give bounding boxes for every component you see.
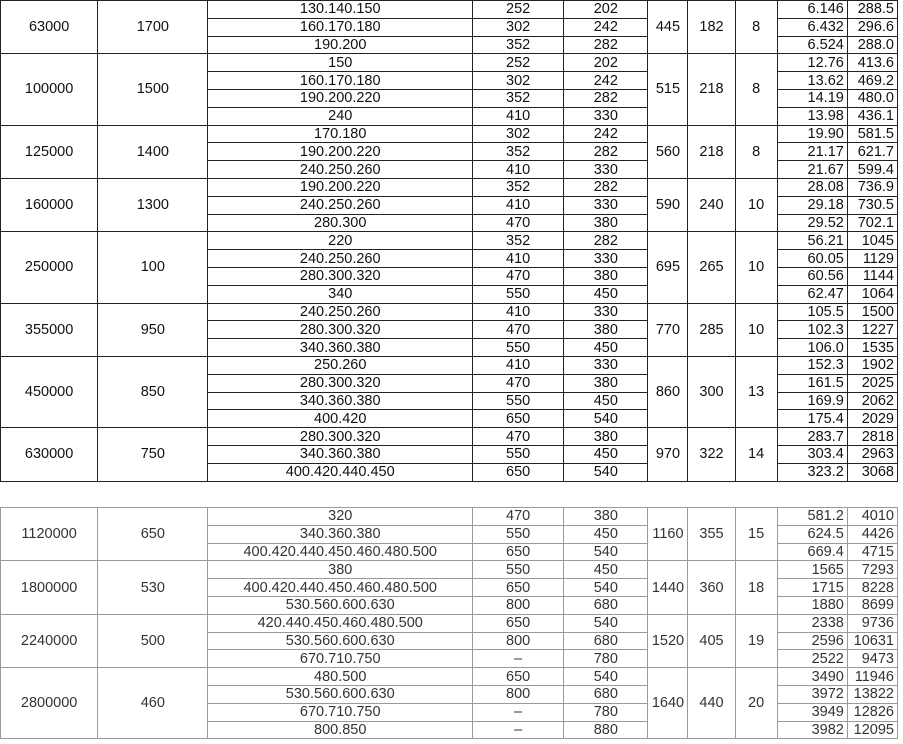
dim-d-cell: 330	[564, 107, 648, 125]
size-list-cell: 400.420	[208, 410, 473, 428]
capacity-cell: 1120000	[1, 508, 98, 561]
dim-e-cell: 860	[648, 356, 688, 427]
size-list-cell: 400.420.440.450.460.480.500	[208, 543, 473, 561]
size-list-cell: 280.300.320	[208, 428, 473, 446]
value-h-cell: 323.2	[777, 463, 847, 481]
value-i-cell: 2963	[847, 445, 897, 463]
dim-c-cell: 800	[473, 632, 564, 650]
value-h-cell: 624.5	[777, 525, 847, 543]
value-i-cell: 13822	[847, 685, 897, 703]
dim-d-cell: 330	[564, 356, 648, 374]
value-h-cell: 2596	[777, 632, 847, 650]
value-i-cell: 599.4	[847, 161, 897, 179]
dim-g-cell: 8	[735, 54, 777, 125]
value-h-cell: 14.19	[777, 89, 847, 107]
dim-f-cell: 218	[688, 125, 735, 178]
capacity-cell: 450000	[1, 356, 98, 427]
dim-c-cell: 410	[473, 303, 564, 321]
value-h-cell: 283.7	[777, 428, 847, 446]
size-list-cell: 340.360.380	[208, 445, 473, 463]
dim-e-cell: 770	[648, 303, 688, 356]
value-h-cell: 2338	[777, 614, 847, 632]
value-h-cell: 3490	[777, 668, 847, 686]
spec-table-lower-body	[1, 508, 898, 739]
speed-cell: 950	[98, 303, 208, 356]
value-i-cell: 288.0	[847, 36, 897, 54]
dim-d-cell: 540	[564, 410, 648, 428]
size-list-cell: 530.560.600.630	[208, 685, 473, 703]
speed-cell: 1500	[98, 54, 208, 125]
value-i-cell: 1227	[847, 321, 897, 339]
capacity-cell: 2800000	[1, 668, 98, 739]
size-list-cell: 800.850	[208, 721, 473, 739]
dim-f-cell: 265	[688, 232, 735, 303]
dim-d-cell: 680	[564, 596, 648, 614]
value-h-cell: 175.4	[777, 410, 847, 428]
capacity-cell: 160000	[1, 178, 98, 231]
dim-d-cell: 242	[564, 18, 648, 36]
dim-c-cell: –	[473, 650, 564, 668]
value-h-cell: 13.62	[777, 72, 847, 90]
dim-c-cell: –	[473, 703, 564, 721]
value-i-cell: 621.7	[847, 143, 897, 161]
dim-c-cell: 410	[473, 196, 564, 214]
value-h-cell: 152.3	[777, 356, 847, 374]
size-list-cell: 340.360.380	[208, 339, 473, 357]
dim-e-cell: 560	[648, 125, 688, 178]
dim-d-cell: 242	[564, 72, 648, 90]
value-h-cell: 6.524	[777, 36, 847, 54]
dim-c-cell: 550	[473, 339, 564, 357]
value-h-cell: 581.2	[777, 508, 847, 526]
capacity-cell: 2240000	[1, 614, 98, 667]
value-i-cell: 8699	[847, 596, 897, 614]
dim-c-cell: 410	[473, 161, 564, 179]
dim-c-cell: 800	[473, 685, 564, 703]
size-list-cell: 320	[208, 508, 473, 526]
value-i-cell: 10631	[847, 632, 897, 650]
table-row	[1, 668, 898, 686]
size-list-cell: 280.300.320	[208, 267, 473, 285]
dim-f-cell: 218	[688, 54, 735, 125]
dim-c-cell: 302	[473, 18, 564, 36]
size-list-cell: 130.140.150	[208, 1, 473, 19]
dim-c-cell: 550	[473, 285, 564, 303]
value-h-cell: 1880	[777, 596, 847, 614]
value-i-cell: 296.6	[847, 18, 897, 36]
value-i-cell: 1144	[847, 267, 897, 285]
dim-f-cell: 285	[688, 303, 735, 356]
value-h-cell: 21.67	[777, 161, 847, 179]
dim-c-cell: 650	[473, 614, 564, 632]
size-list-cell: 670.710.750	[208, 703, 473, 721]
size-list-cell: 170.180	[208, 125, 473, 143]
dim-d-cell: 282	[564, 232, 648, 250]
table-row	[1, 54, 898, 72]
value-i-cell: 288.5	[847, 1, 897, 19]
dim-d-cell: 202	[564, 1, 648, 19]
value-i-cell: 2818	[847, 428, 897, 446]
dim-f-cell: 405	[688, 614, 735, 667]
dim-c-cell: –	[473, 721, 564, 739]
value-h-cell: 3982	[777, 721, 847, 739]
size-list-cell: 340.360.380	[208, 392, 473, 410]
dim-c-cell: 470	[473, 214, 564, 232]
value-h-cell: 29.52	[777, 214, 847, 232]
dim-d-cell: 380	[564, 214, 648, 232]
capacity-cell: 125000	[1, 125, 98, 178]
value-h-cell: 62.47	[777, 285, 847, 303]
dim-g-cell: 20	[735, 668, 777, 739]
dim-d-cell: 540	[564, 668, 648, 686]
dim-d-cell: 282	[564, 143, 648, 161]
dim-d-cell: 780	[564, 650, 648, 668]
dim-d-cell: 540	[564, 579, 648, 597]
size-list-cell: 150	[208, 54, 473, 72]
dim-d-cell: 380	[564, 321, 648, 339]
dim-g-cell: 10	[735, 232, 777, 303]
size-list-cell: 530.560.600.630	[208, 632, 473, 650]
value-h-cell: 3972	[777, 685, 847, 703]
value-h-cell: 60.56	[777, 267, 847, 285]
value-i-cell: 4010	[847, 508, 897, 526]
table-row	[1, 561, 898, 579]
value-h-cell: 19.90	[777, 125, 847, 143]
dim-c-cell: 550	[473, 561, 564, 579]
size-list-cell: 190.200	[208, 36, 473, 54]
dim-g-cell: 18	[735, 561, 777, 614]
table-row	[1, 428, 898, 446]
size-list-cell: 280.300	[208, 214, 473, 232]
size-list-cell: 190.200.220	[208, 143, 473, 161]
capacity-cell: 1800000	[1, 561, 98, 614]
dim-e-cell: 1520	[648, 614, 688, 667]
dim-c-cell: 470	[473, 508, 564, 526]
speed-cell: 850	[98, 356, 208, 427]
dim-e-cell: 970	[648, 428, 688, 481]
value-h-cell: 21.17	[777, 143, 847, 161]
value-i-cell: 1045	[847, 232, 897, 250]
dim-e-cell: 1160	[648, 508, 688, 561]
value-i-cell: 7293	[847, 561, 897, 579]
dim-f-cell: 300	[688, 356, 735, 427]
dim-d-cell: 330	[564, 303, 648, 321]
dim-f-cell: 360	[688, 561, 735, 614]
dim-g-cell: 14	[735, 428, 777, 481]
value-i-cell: 11946	[847, 668, 897, 686]
dim-d-cell: 282	[564, 36, 648, 54]
table-row	[1, 178, 898, 196]
dim-c-cell: 650	[473, 463, 564, 481]
dim-c-cell: 352	[473, 232, 564, 250]
value-i-cell: 581.5	[847, 125, 897, 143]
dim-g-cell: 8	[735, 1, 777, 54]
dim-e-cell: 515	[648, 54, 688, 125]
size-list-cell: 190.200.220	[208, 89, 473, 107]
dim-e-cell: 695	[648, 232, 688, 303]
dim-c-cell: 550	[473, 445, 564, 463]
size-list-cell: 240.250.260	[208, 161, 473, 179]
dim-c-cell: 470	[473, 321, 564, 339]
dim-d-cell: 450	[564, 285, 648, 303]
dim-g-cell: 8	[735, 125, 777, 178]
value-i-cell: 2029	[847, 410, 897, 428]
dim-d-cell: 330	[564, 196, 648, 214]
table-row	[1, 125, 898, 143]
value-i-cell: 2062	[847, 392, 897, 410]
capacity-cell: 63000	[1, 1, 98, 54]
value-h-cell: 28.08	[777, 178, 847, 196]
dim-c-cell: 352	[473, 143, 564, 161]
value-i-cell: 480.0	[847, 89, 897, 107]
dim-c-cell: 252	[473, 54, 564, 72]
dim-e-cell: 445	[648, 1, 688, 54]
value-h-cell: 56.21	[777, 232, 847, 250]
value-i-cell: 736.9	[847, 178, 897, 196]
dim-d-cell: 540	[564, 463, 648, 481]
dim-d-cell: 540	[564, 614, 648, 632]
size-list-cell: 240.250.260	[208, 250, 473, 268]
dim-c-cell: 352	[473, 178, 564, 196]
dim-e-cell: 1640	[648, 668, 688, 739]
dim-f-cell: 322	[688, 428, 735, 481]
dim-c-cell: 410	[473, 107, 564, 125]
dim-f-cell: 355	[688, 508, 735, 561]
dim-c-cell: 352	[473, 89, 564, 107]
dim-d-cell: 780	[564, 703, 648, 721]
dim-d-cell: 450	[564, 392, 648, 410]
capacity-cell: 100000	[1, 54, 98, 125]
value-i-cell: 12095	[847, 721, 897, 739]
dim-c-cell: 650	[473, 579, 564, 597]
dim-d-cell: 450	[564, 525, 648, 543]
value-i-cell: 9473	[847, 650, 897, 668]
dim-d-cell: 380	[564, 374, 648, 392]
size-list-cell: 340.360.380	[208, 525, 473, 543]
dim-c-cell: 650	[473, 410, 564, 428]
value-h-cell: 1565	[777, 561, 847, 579]
dim-c-cell: 410	[473, 250, 564, 268]
size-list-cell: 160.170.180	[208, 72, 473, 90]
value-i-cell: 9736	[847, 614, 897, 632]
dim-d-cell: 540	[564, 543, 648, 561]
value-h-cell: 3949	[777, 703, 847, 721]
size-list-cell: 240	[208, 107, 473, 125]
value-h-cell: 161.5	[777, 374, 847, 392]
value-i-cell: 1064	[847, 285, 897, 303]
dim-d-cell: 380	[564, 428, 648, 446]
value-i-cell: 4715	[847, 543, 897, 561]
value-h-cell: 12.76	[777, 54, 847, 72]
value-i-cell: 12826	[847, 703, 897, 721]
value-i-cell: 730.5	[847, 196, 897, 214]
value-h-cell: 1715	[777, 579, 847, 597]
table-row	[1, 232, 898, 250]
dim-g-cell: 10	[735, 303, 777, 356]
value-i-cell: 1902	[847, 356, 897, 374]
speed-cell: 650	[98, 508, 208, 561]
dim-f-cell: 440	[688, 668, 735, 739]
dim-g-cell: 10	[735, 178, 777, 231]
dim-d-cell: 282	[564, 178, 648, 196]
size-list-cell: 420.440.450.460.480.500	[208, 614, 473, 632]
size-list-cell: 400.420.440.450.460.480.500	[208, 579, 473, 597]
value-i-cell: 413.6	[847, 54, 897, 72]
value-i-cell: 2025	[847, 374, 897, 392]
value-h-cell: 169.9	[777, 392, 847, 410]
dim-d-cell: 242	[564, 125, 648, 143]
value-h-cell: 6.146	[777, 1, 847, 19]
speed-cell: 1400	[98, 125, 208, 178]
value-h-cell: 2522	[777, 650, 847, 668]
value-i-cell: 8228	[847, 579, 897, 597]
table-row	[1, 614, 898, 632]
size-list-cell: 240.250.260	[208, 303, 473, 321]
speed-cell: 1700	[98, 1, 208, 54]
dim-c-cell: 550	[473, 392, 564, 410]
value-i-cell: 1500	[847, 303, 897, 321]
size-list-cell: 240.250.260	[208, 196, 473, 214]
value-h-cell: 29.18	[777, 196, 847, 214]
dim-d-cell: 380	[564, 508, 648, 526]
dim-c-cell: 470	[473, 374, 564, 392]
dim-g-cell: 13	[735, 356, 777, 427]
dim-c-cell: 650	[473, 668, 564, 686]
size-list-cell: 380	[208, 561, 473, 579]
dim-f-cell: 240	[688, 178, 735, 231]
dim-c-cell: 352	[473, 36, 564, 54]
speed-cell: 1300	[98, 178, 208, 231]
spec-table-upper-body	[1, 1, 898, 482]
size-list-cell: 530.560.600.630	[208, 596, 473, 614]
value-i-cell: 1129	[847, 250, 897, 268]
size-list-cell: 220	[208, 232, 473, 250]
size-list-cell: 480.500	[208, 668, 473, 686]
speed-cell: 460	[98, 668, 208, 739]
size-list-cell: 160.170.180	[208, 18, 473, 36]
dim-d-cell: 380	[564, 267, 648, 285]
value-h-cell: 102.3	[777, 321, 847, 339]
dim-d-cell: 330	[564, 161, 648, 179]
table-row	[1, 1, 898, 19]
size-list-cell: 280.300.320	[208, 321, 473, 339]
dim-d-cell: 450	[564, 339, 648, 357]
dim-d-cell: 880	[564, 721, 648, 739]
value-i-cell: 469.2	[847, 72, 897, 90]
size-list-cell: 250.260	[208, 356, 473, 374]
dim-g-cell: 15	[735, 508, 777, 561]
dim-c-cell: 550	[473, 525, 564, 543]
capacity-cell: 630000	[1, 428, 98, 481]
size-list-cell: 670.710.750	[208, 650, 473, 668]
value-h-cell: 105.5	[777, 303, 847, 321]
dim-c-cell: 252	[473, 1, 564, 19]
capacity-cell: 355000	[1, 303, 98, 356]
dim-d-cell: 330	[564, 250, 648, 268]
dim-c-cell: 302	[473, 72, 564, 90]
size-list-cell: 340	[208, 285, 473, 303]
speed-cell: 100	[98, 232, 208, 303]
dim-c-cell: 800	[473, 596, 564, 614]
size-list-cell: 400.420.440.450	[208, 463, 473, 481]
dim-d-cell: 450	[564, 445, 648, 463]
value-i-cell: 436.1	[847, 107, 897, 125]
dim-d-cell: 282	[564, 89, 648, 107]
table-row	[1, 356, 898, 374]
dim-d-cell: 202	[564, 54, 648, 72]
value-i-cell: 702.1	[847, 214, 897, 232]
value-i-cell: 1535	[847, 339, 897, 357]
value-h-cell: 6.432	[777, 18, 847, 36]
value-h-cell: 60.05	[777, 250, 847, 268]
value-h-cell: 13.98	[777, 107, 847, 125]
speed-cell: 530	[98, 561, 208, 614]
dim-c-cell: 470	[473, 267, 564, 285]
dim-c-cell: 470	[473, 428, 564, 446]
speed-cell: 500	[98, 614, 208, 667]
table-row	[1, 303, 898, 321]
value-h-cell: 303.4	[777, 445, 847, 463]
value-h-cell: 106.0	[777, 339, 847, 357]
dim-d-cell: 450	[564, 561, 648, 579]
size-list-cell: 280.300.320	[208, 374, 473, 392]
dim-g-cell: 19	[735, 614, 777, 667]
value-i-cell: 3068	[847, 463, 897, 481]
value-i-cell: 4426	[847, 525, 897, 543]
size-list-cell: 190.200.220	[208, 178, 473, 196]
dim-c-cell: 410	[473, 356, 564, 374]
spec-table-lower	[0, 507, 898, 739]
dim-e-cell: 590	[648, 178, 688, 231]
dim-d-cell: 680	[564, 632, 648, 650]
dim-d-cell: 680	[564, 685, 648, 703]
dim-e-cell: 1440	[648, 561, 688, 614]
capacity-cell: 250000	[1, 232, 98, 303]
dim-c-cell: 302	[473, 125, 564, 143]
dim-c-cell: 650	[473, 543, 564, 561]
speed-cell: 750	[98, 428, 208, 481]
dim-f-cell: 182	[688, 1, 735, 54]
table-row	[1, 508, 898, 526]
value-h-cell: 669.4	[777, 543, 847, 561]
